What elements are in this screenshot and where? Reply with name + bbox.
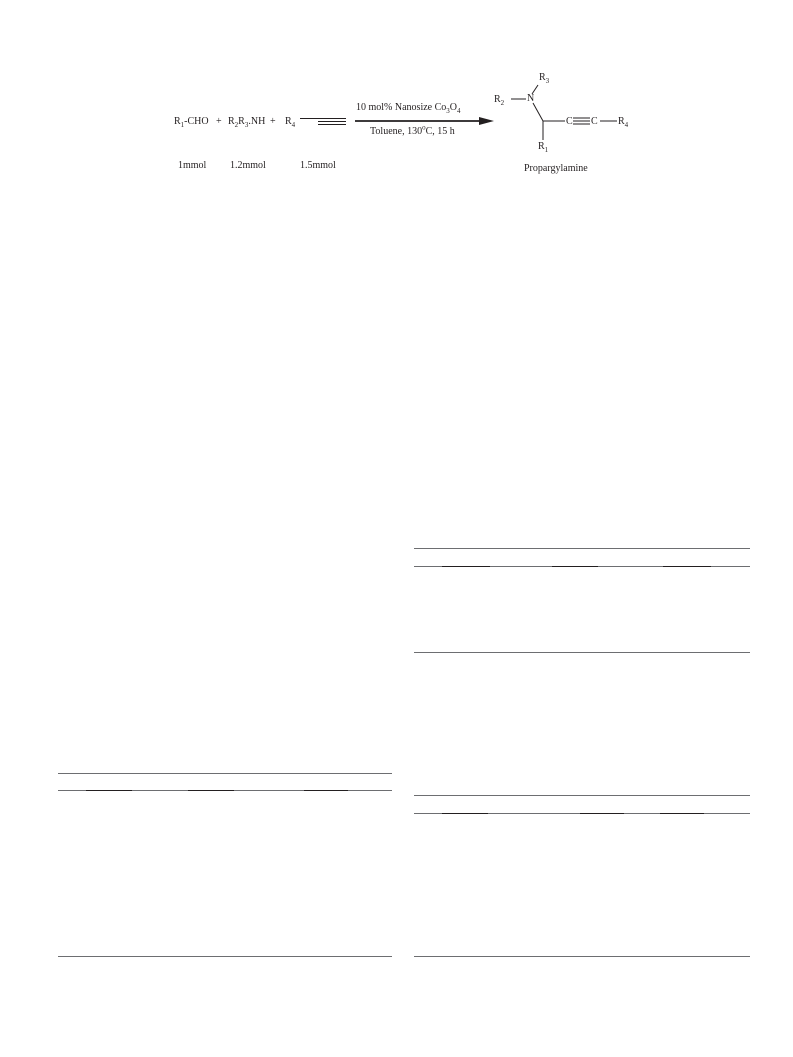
table1-top-rule bbox=[414, 548, 750, 549]
solvent-text: Toluene, 130 bbox=[370, 126, 423, 137]
product-bonds bbox=[500, 70, 650, 160]
amine-reactant bbox=[228, 116, 265, 128]
alkyne-bond-line-2 bbox=[318, 121, 346, 122]
product-r3-letter: R bbox=[539, 72, 546, 83]
alkyne-r: R bbox=[285, 116, 292, 127]
product-r1 bbox=[538, 141, 548, 153]
amount-alkyne: 1.5mmol bbox=[300, 160, 336, 171]
product-nitrogen: N bbox=[527, 93, 535, 104]
plus-sign-2: + bbox=[270, 116, 276, 127]
product-r1-letter: R bbox=[538, 141, 545, 152]
table2-subrule-2 bbox=[580, 813, 624, 814]
product-carbon-2: C bbox=[591, 116, 598, 127]
alkyne-r-sub: 4 bbox=[291, 121, 296, 129]
catalyst-sub-1: 3 bbox=[446, 107, 450, 115]
plus-sign-1: + bbox=[216, 116, 222, 127]
table3-subrule-2 bbox=[188, 790, 234, 791]
amine-r3-sub: 3 bbox=[244, 121, 249, 129]
product-r4 bbox=[618, 116, 628, 128]
aldehyde-r: R bbox=[174, 116, 181, 127]
solvent-condition bbox=[370, 123, 455, 138]
product-r1-sub: 1 bbox=[544, 146, 549, 154]
product-name: Propargylamine bbox=[524, 163, 588, 174]
table3-bottom-rule bbox=[58, 956, 392, 957]
aldehyde-group: -CHO bbox=[184, 116, 209, 127]
table2-subrule-1 bbox=[442, 813, 488, 814]
table3-subrule-3 bbox=[304, 790, 348, 791]
product-r3-sub: 3 bbox=[545, 77, 550, 85]
catalyst-sub-2: 4 bbox=[457, 107, 461, 115]
alkyne-bond-line-1 bbox=[300, 118, 346, 119]
table2-top-rule bbox=[414, 795, 750, 796]
table1-subrule-2 bbox=[552, 566, 598, 567]
aldehyde-reactant bbox=[174, 116, 209, 128]
product-r2-letter: R bbox=[494, 94, 501, 105]
table3-subrule-1 bbox=[86, 790, 132, 791]
product-r2-sub: 2 bbox=[500, 99, 505, 107]
table1-bottom-rule bbox=[414, 652, 750, 653]
catalyst-o: O bbox=[449, 102, 457, 113]
reaction-arrow bbox=[355, 116, 495, 126]
aldehyde-r-sub: 1 bbox=[180, 121, 185, 129]
product-r4-letter: R bbox=[618, 116, 625, 127]
table3-top-rule bbox=[58, 773, 392, 774]
amine-r3: R bbox=[238, 116, 245, 127]
table2-bottom-rule bbox=[414, 956, 750, 957]
reaction-scheme bbox=[0, 0, 793, 200]
table1-subrule-1 bbox=[442, 566, 490, 567]
table1-subrule-3 bbox=[663, 566, 711, 567]
amount-aldehyde: 1mmol bbox=[178, 160, 207, 171]
product-r4-sub: 4 bbox=[624, 121, 629, 129]
amine-group: .NH bbox=[248, 116, 266, 127]
product-carbon-1: C bbox=[566, 116, 573, 127]
table2-subrule-3 bbox=[660, 813, 704, 814]
product-r3 bbox=[539, 72, 549, 84]
degree-sign: o bbox=[422, 123, 426, 132]
amine-r2-sub: 2 bbox=[234, 121, 239, 129]
amount-amine: 1.2mmol bbox=[230, 160, 266, 171]
catalyst-condition bbox=[356, 102, 461, 114]
product-r2 bbox=[494, 94, 504, 106]
amine-r2: R bbox=[228, 116, 235, 127]
alkyne-bond-line-3 bbox=[318, 124, 346, 125]
catalyst-text: 10 mol% Nanosize Co bbox=[356, 102, 447, 113]
temperature-text: C, 15 h bbox=[425, 126, 455, 137]
alkyne-reactant bbox=[285, 116, 295, 128]
